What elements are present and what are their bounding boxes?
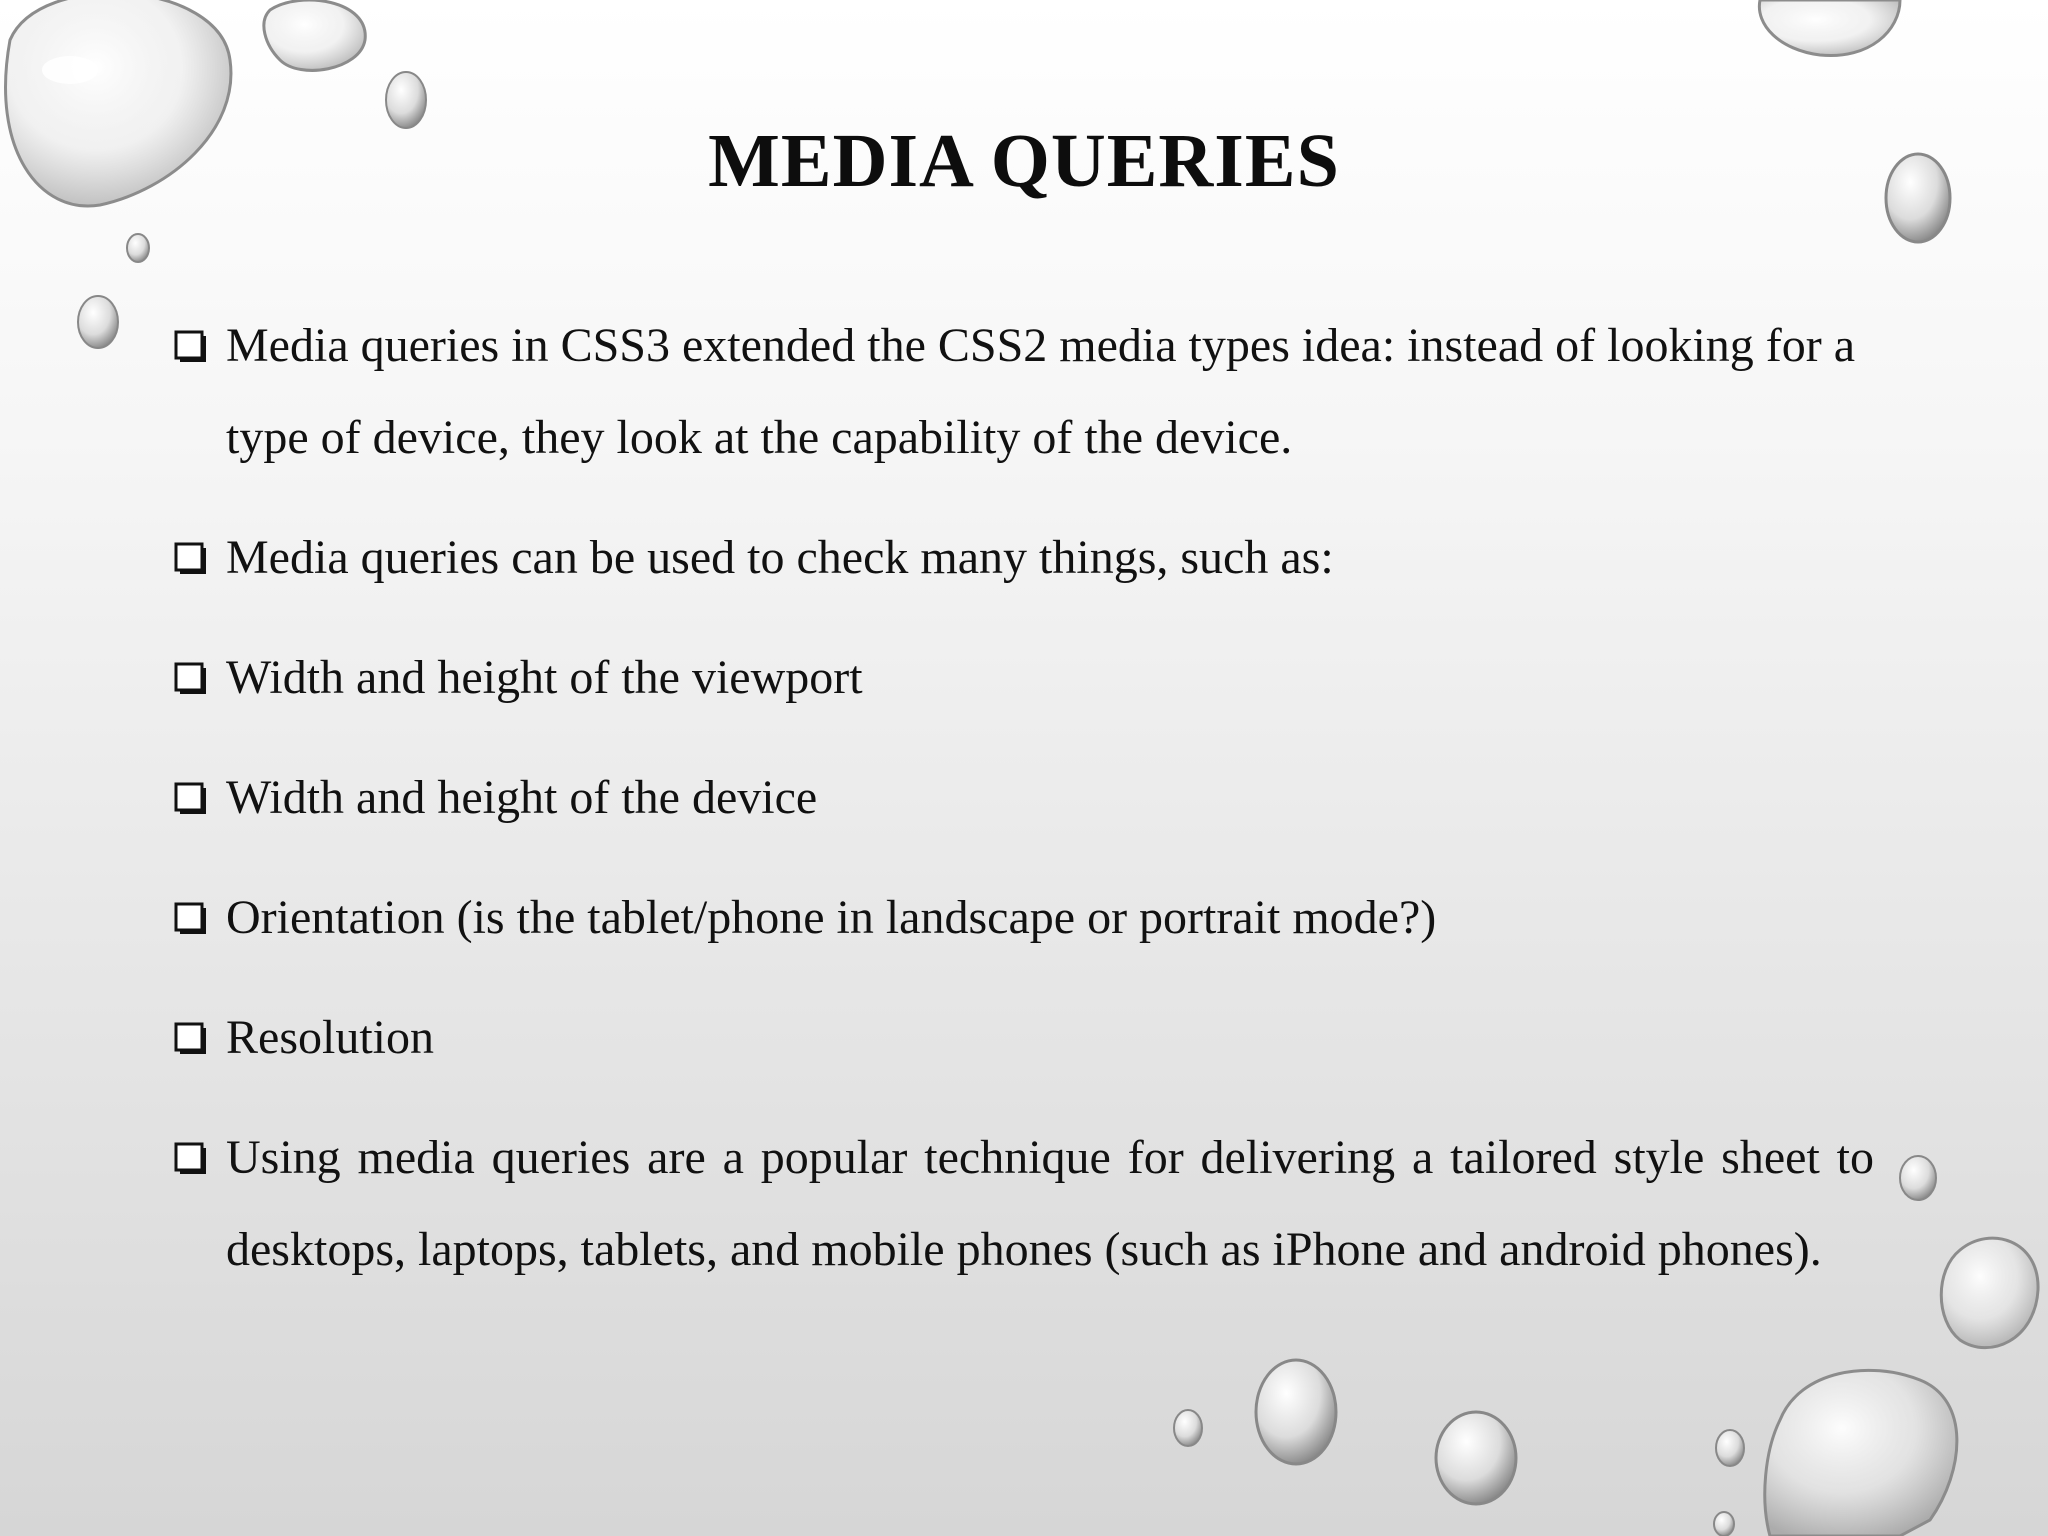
drop-top-right [1759, 0, 1900, 56]
drop-small-3 [78, 296, 118, 348]
bullet-item [174, 1112, 1874, 1296]
bullet-list [174, 300, 1874, 1296]
bullet-text: Media queries can be used to check many things, such as: [226, 531, 1334, 584]
bullet-item [174, 752, 1874, 844]
bullet-item [174, 632, 1874, 724]
drop-bottom-5 [1714, 1512, 1734, 1536]
drop-bottom-3 [1436, 1412, 1516, 1504]
checkbox-square-icon [174, 1142, 206, 1174]
drop-top-left-upper [264, 0, 365, 70]
bullet-text: Orientation (is the tablet/phone in landscape or portrait mode?) [226, 891, 1437, 944]
bullet-item [174, 512, 1874, 604]
bullet-text: Width and height of the device [226, 771, 818, 824]
slide-title: MEDIA QUERIES [708, 119, 1340, 203]
bullet-text: Using media queries are a popular technique for delivering a tailored style sheet to desktops, laptops, tablets, and mobile phones (such as iPhone and android phones). [226, 1131, 1874, 1276]
drop-bottom-2 [1174, 1410, 1202, 1446]
checkbox-square-icon [174, 662, 206, 694]
bullet-item [174, 992, 1874, 1084]
drop-small-2 [127, 234, 149, 262]
drop-bottom-1 [1256, 1360, 1336, 1464]
drop-right-2 [1900, 1156, 1936, 1200]
checkbox-square-icon [174, 902, 206, 934]
drop-right-3 [1941, 1238, 2038, 1348]
checkbox-square-icon [174, 1022, 206, 1054]
checkbox-square-icon [174, 542, 206, 574]
bullet-text: Resolution [226, 1011, 435, 1064]
bullet-text: Media queries in CSS3 extended the CSS2 media types idea: instead of looking for a type of device, they look at the capability of the device. [226, 319, 1856, 464]
drop-bottom-4 [1716, 1430, 1744, 1466]
bullet-text: Width and height of the viewport [226, 651, 863, 704]
drop-bottom-right-large [1765, 1370, 1957, 1536]
checkbox-square-icon [174, 330, 206, 362]
bullet-item [174, 300, 1926, 484]
bullet-item [174, 872, 1874, 964]
drop-top-left-highlight [42, 56, 98, 84]
checkbox-square-icon [174, 782, 206, 814]
